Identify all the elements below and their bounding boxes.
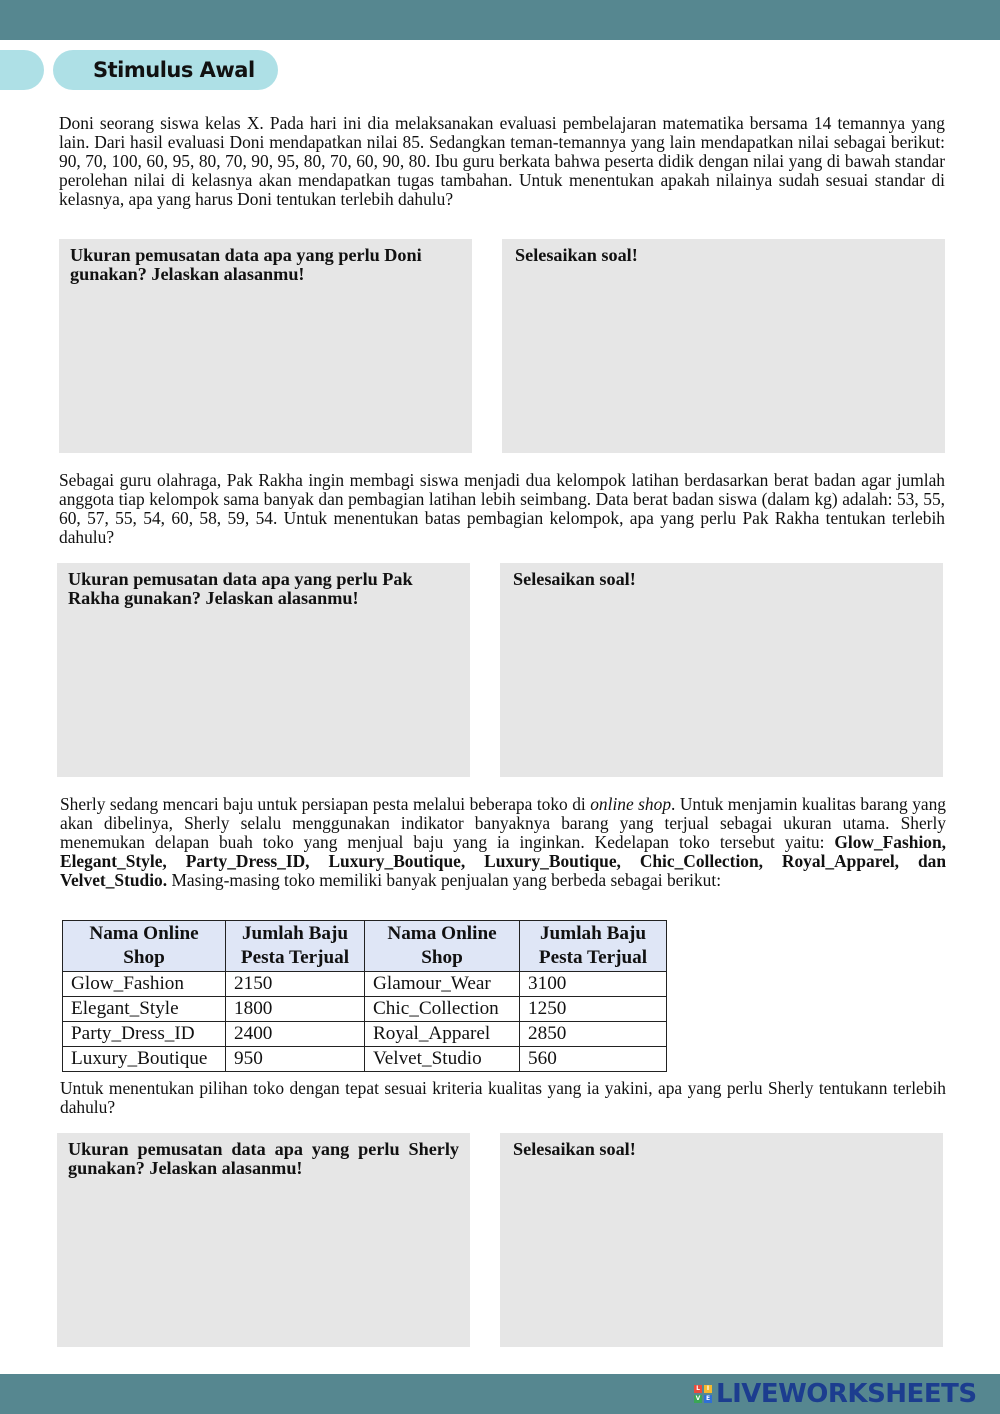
top-banner <box>0 0 1000 40</box>
table-row <box>63 997 667 1022</box>
problem-3-text <box>60 795 946 890</box>
problem-3-intro-part1: Sherly sedang mencari baju untuk persiapan pesta melalui beberapa toko di <box>60 794 591 814</box>
table-row <box>63 1047 667 1072</box>
shop-sales-table <box>62 920 667 1072</box>
logo-letter: E <box>705 1395 711 1402</box>
table-cell: Luxury_Boutique <box>63 1047 226 1072</box>
table-cell: Velvet_Studio <box>365 1047 520 1072</box>
table-header-cell: Nama Online Shop <box>365 921 520 972</box>
table-row <box>63 1022 667 1047</box>
section-header-tab <box>53 50 278 90</box>
problem-3-intro-part2: . Untuk menjamin kualitas barang yang akan dibelinya, Sherly selalu menggunakan indikator banyaknya barang yang terjual sebagai ukuran utama. Sherly menemukan delapan buah toko yang menjual baju yang ia inginkan. Kedelapan toko tersebut yaitu: <box>60 794 946 852</box>
table-cell: Elegant_Style <box>63 997 226 1022</box>
logo-letter: V <box>695 1395 701 1402</box>
answer-box-label: Selesaikan soal! <box>513 569 636 589</box>
table-cell: 3100 <box>520 972 667 997</box>
table-header-cell: Nama Online Shop <box>63 921 226 972</box>
problem-1-text: Doni seorang siswa kelas X. Pada hari ini dia melaksanakan evaluasi pembelajaran matematika bersama 14 temannya yang lain. Dari hasil evaluasi Doni mendapatkan nilai 85. Sedangkan teman-temannya yang lain mendapatkan nilai sebagai berikut: 90, 70, 100, 60, 95, 80, 70, 90, 95, 80, 70, 60, 90, 80. Ibu guru berkata bahwa peserta didik dengan nilai yang di bawah standar perolehan nilai di kelasnya akan mendapatkan tugas tambahan. Untuk menentukan apakah nilainya sudah sesuai standar di kelasnya, apa yang harus Doni tentukan terlebih dahulu? <box>59 113 945 209</box>
table-cell: Glow_Fashion <box>63 972 226 997</box>
table-cell: Glamour_Wear <box>365 972 520 997</box>
table-header-cell: Jumlah Baju Pesta Terjual <box>520 921 667 972</box>
answer-box-label: Ukuran pemusatan data apa yang perlu Sherly gunakan? Jelaskan alasanmu! <box>68 1139 459 1178</box>
table-cell: Party_Dress_ID <box>63 1022 226 1047</box>
liveworksheets-logo[interactable] <box>694 1375 977 1413</box>
problem-3-shop-list: Glow_Fashion, Elegant_Style, Party_Dress_ID, Luxury_Boutique, Luxury_Boutique, Chic_Collection, Royal_Apparel, dan Velvet_Studio. <box>60 832 946 890</box>
table-cell: 2850 <box>520 1022 667 1047</box>
table-cell: 1800 <box>226 997 365 1022</box>
answer-box-3-concept[interactable] <box>57 1133 470 1347</box>
logo-letter: I <box>704 1385 712 1393</box>
table-header-cell: Jumlah Baju Pesta Terjual <box>226 921 365 972</box>
answer-box-1-solution[interactable] <box>502 239 945 453</box>
answer-box-label: Ukuran pemusatan data apa yang perlu Doni gunakan? Jelaskan alasanmu! <box>70 245 422 284</box>
header-tab-accent <box>0 50 44 90</box>
table-cell: 950 <box>226 1047 365 1072</box>
table-cell: Chic_Collection <box>365 997 520 1022</box>
answer-box-label: Selesaikan soal! <box>513 1139 636 1159</box>
problem-3-intro-part3: Masing-masing toko memiliki banyak penjualan yang berbeda sebagai berikut: <box>167 870 722 890</box>
logo-text: LIVEWORKSHEETS <box>716 1379 977 1409</box>
answer-box-3-solution[interactable] <box>500 1133 943 1347</box>
problem-2-text: Sebagai guru olahraga, Pak Rakha ingin membagi siswa menjadi dua kelompok latihan berdasarkan berat badan agar jumlah anggota tiap kelompok sama banyak dan pembagian latihan lebih seimbang. Data berat badan siswa (dalam kg) adalah: 53, 55, 60, 57, 55, 54, 60, 58, 59, 54. Untuk menentukan batas pembagian kelompok, apa yang perlu Pak Rakha tentukan terlebih dahulu? <box>59 470 945 547</box>
answer-box-1-concept[interactable] <box>59 239 472 453</box>
answer-box-label: Ukuran pemusatan data apa yang perlu Pak Rakha gunakan? Jelaskan alasanmu! <box>68 569 413 608</box>
table-cell: Royal_Apparel <box>365 1022 520 1047</box>
logo-icon <box>694 1385 712 1403</box>
table-cell: 2400 <box>226 1022 365 1047</box>
section-title: Stimulus Awal <box>93 58 255 82</box>
table-cell: 2150 <box>226 972 365 997</box>
problem-3-question: Untuk menentukan pilihan toko dengan tepat sesuai kriteria kualitas yang ia yakini, apa yang perlu Sherly tentukann terlebih dahulu? <box>60 1078 946 1117</box>
answer-box-2-concept[interactable] <box>57 563 470 777</box>
table-cell: 1250 <box>520 997 667 1022</box>
table-row <box>63 972 667 997</box>
answer-box-2-solution[interactable] <box>500 563 943 777</box>
problem-3-intro-italic: online shop <box>590 794 672 814</box>
table-cell: 560 <box>520 1047 667 1072</box>
answer-box-label: Selesaikan soal! <box>515 245 638 265</box>
logo-letter: L <box>694 1385 702 1393</box>
table-header-row <box>63 921 667 972</box>
